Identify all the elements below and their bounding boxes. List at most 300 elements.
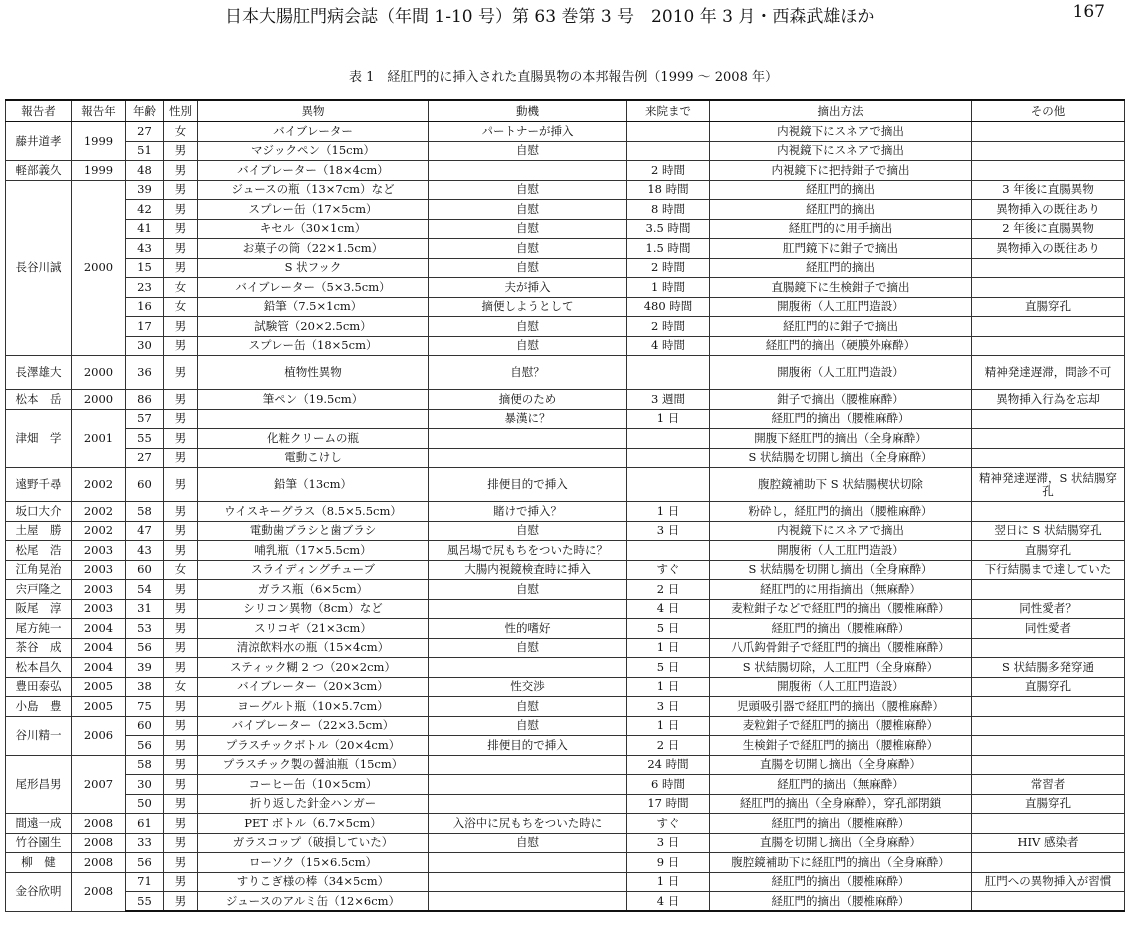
method-cell: 経肛門的摘出（腰椎麻酔） xyxy=(710,409,972,429)
author-cell: 土屋 勝 xyxy=(6,521,72,541)
age-cell: 56 xyxy=(126,736,164,756)
time-cell: 4 日 xyxy=(627,892,710,912)
method-cell: S 状結腸を切開し摘出（全身麻酔） xyxy=(710,560,972,580)
table-row xyxy=(6,716,1125,736)
sex-cell: 男 xyxy=(164,409,198,429)
motive-cell: 自慰 xyxy=(429,521,627,541)
time-cell: 2 時間 xyxy=(627,258,710,278)
year-cell: 2004 xyxy=(72,619,126,639)
other-cell xyxy=(972,814,1125,834)
table-row xyxy=(6,794,1125,814)
age-cell: 55 xyxy=(126,892,164,912)
method-cell: 腹腔鏡補助下に経肛門的摘出（全身麻酔） xyxy=(710,853,972,873)
motive-cell: 自慰 xyxy=(429,180,627,200)
other-cell xyxy=(972,429,1125,449)
age-cell: 38 xyxy=(126,677,164,697)
motive-cell xyxy=(429,775,627,795)
other-cell: 直腸穿孔 xyxy=(972,297,1125,317)
sex-cell: 男 xyxy=(164,619,198,639)
author-cell: 松尾 浩 xyxy=(6,541,72,561)
age-cell: 41 xyxy=(126,219,164,239)
age-cell: 56 xyxy=(126,853,164,873)
other-cell: 精神発達遅滞，問診不可 xyxy=(972,356,1125,390)
method-cell: 開腹術（人工肛門造設） xyxy=(710,677,972,697)
sex-cell: 男 xyxy=(164,468,198,502)
author-cell: 柳 健 xyxy=(6,853,72,873)
other-cell: 異物挿入行為を忘却 xyxy=(972,390,1125,410)
method-cell: 経肛門的摘出（無麻酔） xyxy=(710,775,972,795)
year-cell: 2002 xyxy=(72,468,126,502)
other-cell: 異物挿入の既往あり xyxy=(972,200,1125,220)
author-cell: 竹谷園生 xyxy=(6,833,72,853)
year-cell: 2004 xyxy=(72,638,126,658)
age-cell: 39 xyxy=(126,658,164,678)
method-cell: 経肛門的摘出（腰椎麻酔） xyxy=(710,619,972,639)
col-header-author: 報告者 xyxy=(6,100,72,122)
year-cell: 2003 xyxy=(72,541,126,561)
object-cell: ガラスコップ（破損していた） xyxy=(198,833,429,853)
age-cell: 48 xyxy=(126,161,164,181)
object-cell: プラスチック製の醤油瓶（15cm） xyxy=(198,755,429,775)
object-cell: 筆ペン（19.5cm） xyxy=(198,390,429,410)
motive-cell: 大腸内視鏡検査時に挿入 xyxy=(429,560,627,580)
time-cell xyxy=(627,541,710,561)
sex-cell: 男 xyxy=(164,697,198,717)
sex-cell: 男 xyxy=(164,638,198,658)
object-cell: 清涼飲料水の瓶（15×4cm） xyxy=(198,638,429,658)
sex-cell: 男 xyxy=(164,356,198,390)
time-cell: 2 日 xyxy=(627,580,710,600)
age-cell: 33 xyxy=(126,833,164,853)
author-cell: 豊田泰弘 xyxy=(6,677,72,697)
object-cell: バイブレーター xyxy=(198,122,429,142)
other-cell xyxy=(972,122,1125,142)
method-cell: 内視鏡下にスネアで摘出 xyxy=(710,141,972,161)
table-row xyxy=(6,278,1125,298)
method-cell: 生検鉗子で経肛門的摘出（腰椎麻酔） xyxy=(710,736,972,756)
age-cell: 42 xyxy=(126,200,164,220)
col-header-age: 年齢 xyxy=(126,100,164,122)
other-cell xyxy=(972,278,1125,298)
object-cell: 化粧クリームの瓶 xyxy=(198,429,429,449)
sex-cell: 男 xyxy=(164,833,198,853)
method-cell: 麦粒鉗子などで経肛門的摘出（腰椎麻酔） xyxy=(710,599,972,619)
sex-cell: 男 xyxy=(164,853,198,873)
method-cell: 経肛門的摘出 xyxy=(710,200,972,220)
time-cell: 9 日 xyxy=(627,853,710,873)
other-cell xyxy=(972,697,1125,717)
table-row xyxy=(6,200,1125,220)
sex-cell: 男 xyxy=(164,736,198,756)
year-cell: 2008 xyxy=(72,853,126,873)
motive-cell xyxy=(429,755,627,775)
other-cell: 精神発達遅滞，S 状結腸穿孔 xyxy=(972,468,1125,502)
other-cell: 同性愛者？ xyxy=(972,599,1125,619)
table-row xyxy=(6,429,1125,449)
table-row xyxy=(6,521,1125,541)
table-row xyxy=(6,161,1125,181)
year-cell: 2008 xyxy=(72,814,126,834)
age-cell: 27 xyxy=(126,122,164,142)
table-row xyxy=(6,502,1125,522)
time-cell: 3 日 xyxy=(627,697,710,717)
time-cell: 2 時間 xyxy=(627,317,710,337)
time-cell xyxy=(627,356,710,390)
other-cell xyxy=(972,336,1125,356)
method-cell: 経肛門的摘出（腰椎麻酔） xyxy=(710,892,972,912)
motive-cell: 自慰 xyxy=(429,219,627,239)
other-cell: 2 年後に直腸異物 xyxy=(972,219,1125,239)
time-cell: 3 日 xyxy=(627,521,710,541)
object-cell: スリコギ（21×3cm） xyxy=(198,619,429,639)
table-row xyxy=(6,409,1125,429)
year-cell: 2006 xyxy=(72,716,126,755)
year-cell: 2003 xyxy=(72,580,126,600)
motive-cell: 自慰？ xyxy=(429,356,627,390)
sex-cell: 男 xyxy=(164,141,198,161)
motive-cell: 自慰 xyxy=(429,141,627,161)
table-row xyxy=(6,297,1125,317)
sex-cell: 男 xyxy=(164,390,198,410)
sex-cell: 男 xyxy=(164,180,198,200)
age-cell: 75 xyxy=(126,697,164,717)
age-cell: 57 xyxy=(126,409,164,429)
table-row xyxy=(6,853,1125,873)
method-cell: 直腸鏡下に生検鉗子で摘出 xyxy=(710,278,972,298)
other-cell xyxy=(972,258,1125,278)
other-cell xyxy=(972,141,1125,161)
author-cell: 江角晃治 xyxy=(6,560,72,580)
time-cell: 24 時間 xyxy=(627,755,710,775)
motive-cell xyxy=(429,658,627,678)
object-cell: スティック糊 2 つ（20×2cm） xyxy=(198,658,429,678)
age-cell: 51 xyxy=(126,141,164,161)
age-cell: 60 xyxy=(126,560,164,580)
col-header-year: 報告年 xyxy=(72,100,126,122)
motive-cell: 性交渉 xyxy=(429,677,627,697)
age-cell: 61 xyxy=(126,814,164,834)
time-cell: すぐ xyxy=(627,814,710,834)
method-cell: S 状結腸を切開し摘出（全身麻酔） xyxy=(710,448,972,468)
time-cell: 4 時間 xyxy=(627,336,710,356)
other-cell xyxy=(972,736,1125,756)
year-cell: 2005 xyxy=(72,697,126,717)
table-row xyxy=(6,390,1125,410)
age-cell: 30 xyxy=(126,775,164,795)
col-header-method: 摘出方法 xyxy=(710,100,972,122)
table-row xyxy=(6,317,1125,337)
sex-cell: 女 xyxy=(164,122,198,142)
time-cell: 8 時間 xyxy=(627,200,710,220)
author-cell: 金谷欣明 xyxy=(6,872,72,911)
time-cell: 2 時間 xyxy=(627,161,710,181)
time-cell: 1 日 xyxy=(627,716,710,736)
age-cell: 30 xyxy=(126,336,164,356)
table-row xyxy=(6,336,1125,356)
object-cell: スプレー缶（17×5cm） xyxy=(198,200,429,220)
year-cell: 2008 xyxy=(72,872,126,911)
year-cell: 1999 xyxy=(72,122,126,161)
time-cell xyxy=(627,468,710,502)
object-cell: ジュースのアルミ缶（12×6cm） xyxy=(198,892,429,912)
age-cell: 31 xyxy=(126,599,164,619)
sex-cell: 男 xyxy=(164,429,198,449)
age-cell: 23 xyxy=(126,278,164,298)
author-cell: 尾形昌男 xyxy=(6,755,72,814)
author-cell: 宍戸隆之 xyxy=(6,580,72,600)
object-cell: 植物性異物 xyxy=(198,356,429,390)
year-cell: 1999 xyxy=(72,161,126,181)
time-cell: 1 時間 xyxy=(627,278,710,298)
other-cell xyxy=(972,409,1125,429)
case-report-table xyxy=(5,99,1125,912)
author-cell: 長澤雄大 xyxy=(6,356,72,390)
object-cell: スライディングチューブ xyxy=(198,560,429,580)
sex-cell: 女 xyxy=(164,677,198,697)
sex-cell: 女 xyxy=(164,278,198,298)
year-cell: 2000 xyxy=(72,180,126,356)
motive-cell: 排便目的で挿入 xyxy=(429,736,627,756)
motive-cell xyxy=(429,448,627,468)
object-cell: コーヒー缶（10×5cm） xyxy=(198,775,429,795)
object-cell: キセル（30×1cm） xyxy=(198,219,429,239)
other-cell: 異物挿入の既往あり xyxy=(972,239,1125,259)
method-cell: 児頭吸引器で経肛門的摘出（腰椎麻酔） xyxy=(710,697,972,717)
time-cell: 1 日 xyxy=(627,638,710,658)
age-cell: 86 xyxy=(126,390,164,410)
year-cell: 2002 xyxy=(72,521,126,541)
age-cell: 71 xyxy=(126,872,164,892)
motive-cell: 自慰 xyxy=(429,258,627,278)
motive-cell: 暴漢に？ xyxy=(429,409,627,429)
age-cell: 43 xyxy=(126,239,164,259)
age-cell: 55 xyxy=(126,429,164,449)
method-cell: 開腹術（人工肛門造設） xyxy=(710,297,972,317)
motive-cell: 夫が挿入 xyxy=(429,278,627,298)
other-cell: 3 年後に直腸異物 xyxy=(972,180,1125,200)
motive-cell: 摘便しようとして xyxy=(429,297,627,317)
age-cell: 47 xyxy=(126,521,164,541)
time-cell: 1 日 xyxy=(627,677,710,697)
table-row xyxy=(6,541,1125,561)
sex-cell: 男 xyxy=(164,317,198,337)
other-cell xyxy=(972,161,1125,181)
method-cell: 経肛門的摘出（腰椎麻酔） xyxy=(710,814,972,834)
time-cell: 1 日 xyxy=(627,872,710,892)
time-cell: 3.5 時間 xyxy=(627,219,710,239)
object-cell: バイブレーター（22×3.5cm） xyxy=(198,716,429,736)
time-cell xyxy=(627,448,710,468)
sex-cell: 男 xyxy=(164,521,198,541)
table-caption: 表 1 経肛門的に挿入された直腸異物の本邦報告例（1999 ～ 2008 年） xyxy=(349,70,778,85)
table-row xyxy=(6,599,1125,619)
age-cell: 27 xyxy=(126,448,164,468)
time-cell xyxy=(627,429,710,449)
sex-cell: 男 xyxy=(164,219,198,239)
object-cell: お菓子の筒（22×1.5cm） xyxy=(198,239,429,259)
table-row xyxy=(6,658,1125,678)
table-row xyxy=(6,356,1125,390)
sex-cell: 男 xyxy=(164,599,198,619)
other-cell: HIV 感染者 xyxy=(972,833,1125,853)
sex-cell: 男 xyxy=(164,448,198,468)
sex-cell: 男 xyxy=(164,200,198,220)
sex-cell: 男 xyxy=(164,892,198,912)
other-cell xyxy=(972,317,1125,337)
time-cell: 17 時間 xyxy=(627,794,710,814)
time-cell: 18 時間 xyxy=(627,180,710,200)
motive-cell: パートナーが挿入 xyxy=(429,122,627,142)
author-cell: 藤井道孝 xyxy=(6,122,72,161)
table-row xyxy=(6,141,1125,161)
method-cell: 肛門鏡下に鉗子で摘出 xyxy=(710,239,972,259)
sex-cell: 男 xyxy=(164,658,198,678)
sex-cell: 男 xyxy=(164,580,198,600)
motive-cell: 自慰 xyxy=(429,336,627,356)
age-cell: 53 xyxy=(126,619,164,639)
author-cell: 長谷川誠 xyxy=(6,180,72,356)
method-cell: 直腸を切開し摘出（全身麻酔） xyxy=(710,833,972,853)
other-cell: 翌日に S 状結腸穿孔 xyxy=(972,521,1125,541)
method-cell: S 状結腸切除，人工肛門（全身麻酔） xyxy=(710,658,972,678)
object-cell: マジックペン（15cm） xyxy=(198,141,429,161)
table-row xyxy=(6,814,1125,834)
motive-cell: 入浴中に尻もちをついた時に xyxy=(429,814,627,834)
table-row xyxy=(6,122,1125,142)
author-cell: 松本昌久 xyxy=(6,658,72,678)
year-cell: 2005 xyxy=(72,677,126,697)
method-cell: 内視鏡下にスネアで摘出 xyxy=(710,122,972,142)
sex-cell: 男 xyxy=(164,716,198,736)
table-row xyxy=(6,892,1125,912)
time-cell: 2 日 xyxy=(627,736,710,756)
object-cell: バイブレーター（5×3.5cm） xyxy=(198,278,429,298)
time-cell: 6 時間 xyxy=(627,775,710,795)
other-cell xyxy=(972,448,1125,468)
table-row xyxy=(6,697,1125,717)
time-cell xyxy=(627,141,710,161)
sex-cell: 男 xyxy=(164,239,198,259)
age-cell: 15 xyxy=(126,258,164,278)
age-cell: 60 xyxy=(126,716,164,736)
year-cell: 2001 xyxy=(72,409,126,468)
author-cell: 谷川精一 xyxy=(6,716,72,755)
table-row xyxy=(6,180,1125,200)
motive-cell: 自慰 xyxy=(429,317,627,337)
other-cell xyxy=(972,755,1125,775)
method-cell: 開腹術（人工肛門造設） xyxy=(710,541,972,561)
motive-cell: 自慰 xyxy=(429,239,627,259)
age-cell: 58 xyxy=(126,755,164,775)
table-row xyxy=(6,677,1125,697)
table-row xyxy=(6,448,1125,468)
age-cell: 60 xyxy=(126,468,164,502)
motive-cell: 排便目的で挿入 xyxy=(429,468,627,502)
time-cell: 1 日 xyxy=(627,409,710,429)
other-cell xyxy=(972,853,1125,873)
other-cell: 直腸穿孔 xyxy=(972,541,1125,561)
method-cell: 経肛門的に用指摘出（無麻酔） xyxy=(710,580,972,600)
age-cell: 56 xyxy=(126,638,164,658)
sex-cell: 男 xyxy=(164,502,198,522)
other-cell: 直腸穿孔 xyxy=(972,677,1125,697)
object-cell: ガラス瓶（6×5cm） xyxy=(198,580,429,600)
object-cell: 鉛筆（13cm） xyxy=(198,468,429,502)
object-cell: S 状フック xyxy=(198,258,429,278)
object-cell: 試験管（20×2.5cm） xyxy=(198,317,429,337)
age-cell: 17 xyxy=(126,317,164,337)
object-cell: 哺乳瓶（17×5.5cm） xyxy=(198,541,429,561)
object-cell: ヨーグルト瓶（10×5.7cm） xyxy=(198,697,429,717)
motive-cell: 性的嗜好 xyxy=(429,619,627,639)
method-cell: 経肛門的摘出（全身麻酔），穿孔部閉鎖 xyxy=(710,794,972,814)
other-cell xyxy=(972,580,1125,600)
author-cell: 津畑 学 xyxy=(6,409,72,468)
year-cell: 2008 xyxy=(72,833,126,853)
year-cell: 2000 xyxy=(72,356,126,390)
time-cell xyxy=(627,122,710,142)
method-cell: 開腹術（人工肛門造設） xyxy=(710,356,972,390)
col-header-sex: 性別 xyxy=(164,100,198,122)
table-body xyxy=(6,122,1125,912)
col-header-object: 異物 xyxy=(198,100,429,122)
table-row xyxy=(6,468,1125,502)
author-cell: 小島 豊 xyxy=(6,697,72,717)
table-row xyxy=(6,736,1125,756)
time-cell: すぐ xyxy=(627,560,710,580)
other-cell: 直腸穿孔 xyxy=(972,794,1125,814)
time-cell: 5 日 xyxy=(627,658,710,678)
year-cell: 2004 xyxy=(72,658,126,678)
other-cell xyxy=(972,892,1125,912)
motive-cell: 自慰 xyxy=(429,200,627,220)
object-cell: バイブレーター（18×4cm） xyxy=(198,161,429,181)
other-cell xyxy=(972,638,1125,658)
running-header: 日本大腸肛門病会誌（年間 1-10 号）第 63 巻第 3 号 2010 年 3 月・西森武雄ほか xyxy=(225,7,875,27)
method-cell: 経肛門的摘出（硬膜外麻酔） xyxy=(710,336,972,356)
motive-cell xyxy=(429,892,627,912)
motive-cell: 風呂場で尻もちをついた時に？ xyxy=(429,541,627,561)
motive-cell: 自慰 xyxy=(429,833,627,853)
table-row xyxy=(6,219,1125,239)
year-cell: 2007 xyxy=(72,755,126,814)
author-cell: 軽部義久 xyxy=(6,161,72,181)
author-cell: 間遠一成 xyxy=(6,814,72,834)
method-cell: 内視鏡下に把持鉗子で摘出 xyxy=(710,161,972,181)
age-cell: 50 xyxy=(126,794,164,814)
age-cell: 43 xyxy=(126,541,164,561)
method-cell: 経肛門的摘出（腰椎麻酔） xyxy=(710,872,972,892)
method-cell: 鉗子で摘出（腰椎麻酔） xyxy=(710,390,972,410)
method-cell: 経肛門的摘出 xyxy=(710,258,972,278)
sex-cell: 女 xyxy=(164,297,198,317)
method-cell: 粉砕し，経肛門的摘出（腰椎麻酔） xyxy=(710,502,972,522)
motive-cell: 自慰 xyxy=(429,716,627,736)
method-cell: 開腹下経肛門的摘出（全身麻酔） xyxy=(710,429,972,449)
time-cell: 5 日 xyxy=(627,619,710,639)
object-cell: シリコン異物（8cm）など xyxy=(198,599,429,619)
author-cell: 阪尾 淳 xyxy=(6,599,72,619)
object-cell: プラスチックボトル（20×4cm） xyxy=(198,736,429,756)
age-cell: 54 xyxy=(126,580,164,600)
table-row xyxy=(6,560,1125,580)
object-cell: 鉛筆（7.5×1cm） xyxy=(198,297,429,317)
table-row xyxy=(6,619,1125,639)
time-cell: 3 日 xyxy=(627,833,710,853)
motive-cell xyxy=(429,429,627,449)
year-cell: 2003 xyxy=(72,560,126,580)
object-cell: ローソク（15×6.5cm） xyxy=(198,853,429,873)
